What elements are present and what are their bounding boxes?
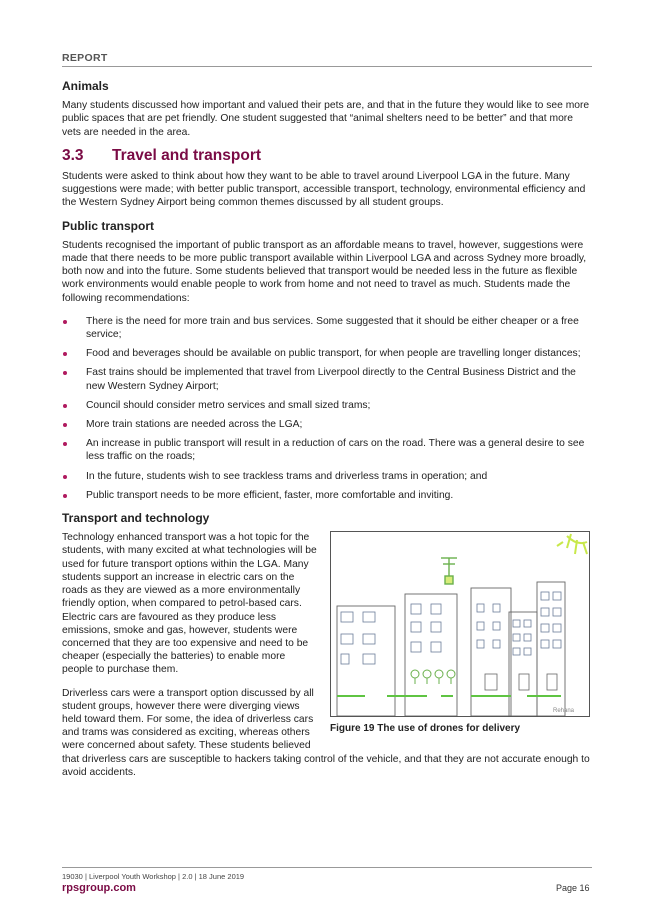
recommendations-list xyxy=(62,315,592,502)
drawing-frame xyxy=(330,531,590,717)
list-item: An increase in public transport will result in a reduction of cars on the road. There was a general desire to see less traffic on the roads; xyxy=(62,437,592,463)
bullet-icon xyxy=(63,404,67,408)
list-item: In the future, students wish to see trackless trams and driverless trams in operation; and xyxy=(62,470,592,483)
trees xyxy=(411,670,455,684)
doors xyxy=(485,674,557,690)
drone-icon xyxy=(441,558,457,584)
animals-paragraph: Many students discussed how important and valued their pets are, and that in the future they would like to see more public spaces that are pet friendly. One student suggested that “animal shelters need to be better” and that more vets are needed in the area. xyxy=(62,100,590,138)
list-item: More train stations are needed across the LGA; xyxy=(62,418,592,431)
bullet-icon xyxy=(63,442,67,446)
figure-drone-delivery xyxy=(330,531,592,735)
bullet-icon xyxy=(63,494,67,498)
footer-divider xyxy=(62,867,592,868)
header-divider xyxy=(62,66,592,67)
list-item: Food and beverages should be available on public transport, for when people are travelling longer distances; xyxy=(62,347,592,360)
section-heading xyxy=(62,146,592,164)
technology-paragraph-2: Driverless cars were a transport option discussed by all student groups, however there were diverging views held toward them. For some, the idea of driverless cars and trams was considered as exciting, whereas others were concerned about safety. These students believed that driverless cars are susceptible to hackers taking control of the vehicle, and that they are not accurate enough to avoid accidents. xyxy=(62,687,590,778)
bullet-icon xyxy=(63,475,67,479)
footer-brand-link[interactable]: rpsgroup.com xyxy=(62,882,136,894)
bullet-icon xyxy=(63,423,67,427)
animals-heading: Animals xyxy=(62,79,109,93)
transport-technology-heading: Transport and technology xyxy=(62,511,210,526)
page-number: Page 16 xyxy=(556,883,590,893)
building-windows xyxy=(341,592,561,664)
bullet-icon xyxy=(63,352,67,356)
list-item: Public transport needs to be more efficient, faster, more comfortable and inviting. xyxy=(62,489,592,502)
public-transport-heading: Public transport xyxy=(62,218,155,233)
list-item: Council should consider metro services and small sized trams; xyxy=(62,399,592,412)
drawing-signature: Rehana xyxy=(553,708,575,715)
public-transport-paragraph: Students recognised the important of public transport as an affordable means to travel, however, suggestions were made that there needs to be more public transport available within Liverpool LGA and across Sydney more broadly, both now and into the future. Some students believed that transport would be needed less in the future as flexible work environments would enable people to work from home and not need to travel as much. Students made the following recommendations: xyxy=(62,239,587,304)
running-header: REPORT xyxy=(62,52,108,64)
technology-section xyxy=(62,531,592,779)
bullet-icon xyxy=(63,371,67,375)
section-intro: Students were asked to think about how they want to be able to travel around Liverpool LGA in the future. Many suggestions were made; with better public transport, accessible transport, technology, environmental efficiency and the Western Sydney Airport being common themes discussed by all student groups. xyxy=(62,171,586,209)
technology-paragraph-1: Technology enhanced transport was a hot topic for the students, with many excited at what technologies will be used for future transport options within the LGA. Many students support an increase in electric cars on the roads as they are viewed as a more environmentally friendly option, when compared to petrol-based cars. Electric cars are favoured as they produce less emissions, smoke and gas, however, students were concerned that they are too expensive and need to be cheaper (especially the batteries) to enable more people to purchase them. xyxy=(62,532,317,676)
figure-caption: Figure 19 The use of drones for delivery xyxy=(330,723,521,735)
sun-icon xyxy=(557,534,587,554)
section-title: Travel and transport xyxy=(112,146,262,164)
footer-meta: 19030 | Liverpool Youth Workshop | 2.0 | 18 June 2019 xyxy=(62,872,245,881)
drone-delivery-drawing xyxy=(331,532,589,716)
page-content xyxy=(62,80,592,789)
bullet-icon xyxy=(63,320,67,324)
list-item: Fast trains should be implemented that travel from Liverpool directly to the Central Business District and the new Western Sydney Airport; xyxy=(62,366,592,392)
section-number: 3.3 xyxy=(62,146,84,164)
list-item: There is the need for more train and bus services. Some suggested that it should be either cheaper or a free service; xyxy=(62,315,592,341)
